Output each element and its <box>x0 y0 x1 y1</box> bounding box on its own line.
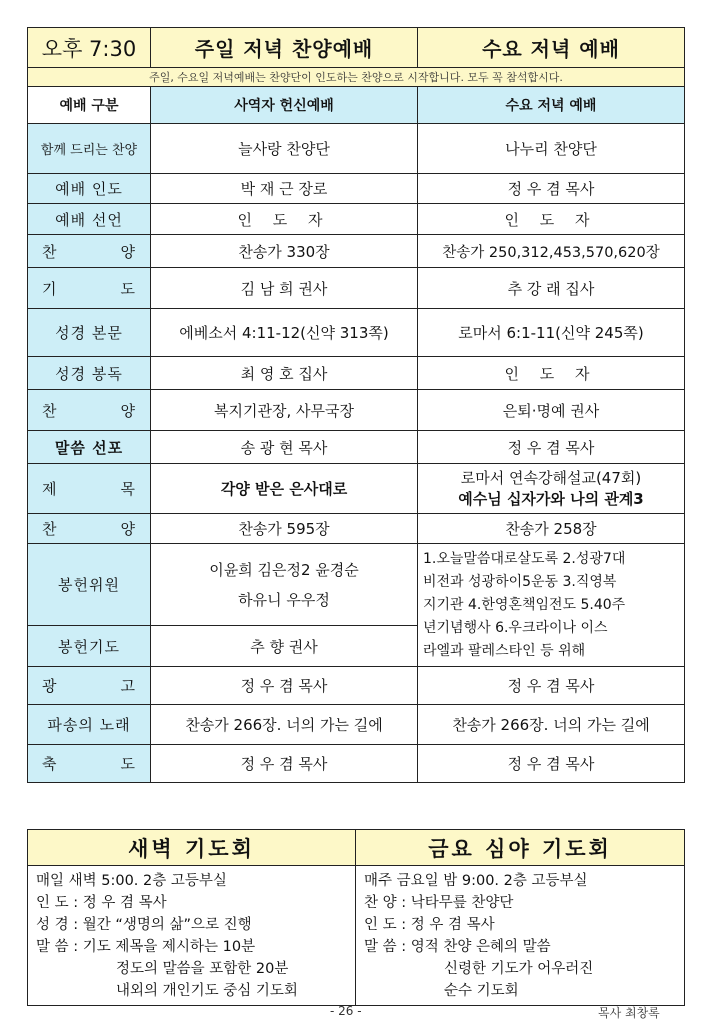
wednesday-cell: 찬송가 250,312,453,570,620장 <box>418 235 685 268</box>
worship-schedule-table <box>27 27 685 783</box>
wednesday-cell: 인 도 자 <box>418 204 685 235</box>
prayer-topic-line: 비전과 성광하이5운동 3.직영복 <box>423 573 617 590</box>
offering-committee-line: 이윤희 김은정2 윤경순 <box>209 560 359 579</box>
sermon-title: 예수님 십자가와 나의 관계3 <box>458 489 644 508</box>
friday-prayer-line: 순수 기도회 <box>444 983 519 999</box>
friday-prayer-line: 찬 양 : 낙타무릎 찬양단 <box>364 895 514 911</box>
wednesday-cell: 추 강 래 집사 <box>418 268 685 309</box>
row-label: 말씀 선포 <box>28 431 151 464</box>
row-label: 함께 드리는 찬양 <box>28 124 151 174</box>
attendance-note: 주일, 수요일 저녁예배는 찬양단이 인도하는 찬양으로 시작합니다. 모두 꼭 참석합시다. <box>28 68 685 87</box>
dawn-prayer-line: 인 도 : 정 우 겸 목사 <box>36 895 167 911</box>
sunday-cell: 복지기관장, 사무국장 <box>151 390 418 431</box>
friday-prayer-line: 매주 금요일 밤 9:00. 2층 고등부실 <box>364 873 588 889</box>
dawn-prayer-line: 내외의 개인기도 중심 기도회 <box>116 983 298 999</box>
wednesday-cell: 나누리 찬양단 <box>418 124 685 174</box>
prayer-topic-line: 지기관 4.한영혼책임전도 5.40주 <box>423 596 626 613</box>
row-label: 성경 본문 <box>28 309 151 357</box>
sunday-cell: 김 남 희 권사 <box>151 268 418 309</box>
row-label: 축 도 <box>28 745 151 783</box>
sunday-cell: 인 도 자 <box>151 204 418 235</box>
wednesday-cell: 인 도 자 <box>418 357 685 390</box>
dawn-prayer-title: 새벽 기도회 <box>28 830 356 866</box>
wednesday-cell: 로마서 6:1-11(신약 245쪽) <box>418 309 685 357</box>
row-label: 찬 양 <box>28 235 151 268</box>
sunday-cell: 박 재 근 장로 <box>151 174 418 204</box>
column-header-category: 예배 구분 <box>28 87 151 124</box>
wednesday-cell: 은퇴·명예 권사 <box>418 390 685 431</box>
row-label: 찬 양 <box>28 514 151 544</box>
offering-committee-cell <box>151 544 418 626</box>
column-header-sunday: 사역자 헌신예배 <box>151 87 418 124</box>
row-label: 성경 봉독 <box>28 357 151 390</box>
sermon-title: 각양 받은 은사대로 <box>151 464 418 514</box>
sunday-cell: 추 향 권사 <box>151 626 418 667</box>
friday-prayer-line: 신령한 기도가 어우러진 <box>444 961 594 977</box>
dawn-prayer-line: 매일 새벽 5:00. 2층 고등부실 <box>36 873 227 889</box>
wednesday-service-title: 수요 저녁 예배 <box>418 28 685 68</box>
sunday-cell: 송 광 현 목사 <box>151 431 418 464</box>
row-label: 파송의 노래 <box>28 705 151 745</box>
sunday-cell: 찬송가 266장. 너의 가는 길에 <box>151 705 418 745</box>
friday-prayer-title: 금요 심야 기도회 <box>356 830 685 866</box>
sunday-service-title: 주일 저녁 찬양예배 <box>151 28 418 68</box>
row-label: 광 고 <box>28 667 151 705</box>
row-label: 봉헌위원 <box>28 544 151 626</box>
sunday-cell: 찬송가 330장 <box>151 235 418 268</box>
row-label: 예배 선언 <box>28 204 151 235</box>
dawn-prayer-line: 말 씀 : 기도 제목을 제시하는 10분 <box>36 939 256 955</box>
wednesday-cell: 정 우 겸 목사 <box>418 745 685 783</box>
prayer-topics-cell <box>418 544 685 667</box>
row-label: 찬 양 <box>28 390 151 431</box>
friday-prayer-line: 인 도 : 정 우 겸 목사 <box>364 917 495 933</box>
dawn-prayer-details <box>28 866 356 1006</box>
sermon-series: 로마서 연속강해설교(47회) <box>460 468 642 487</box>
row-label: 봉헌기도 <box>28 626 151 667</box>
sunday-cell: 최 영 호 집사 <box>151 357 418 390</box>
friday-prayer-line: 말 씀 : 영적 찬양 은혜의 말씀 <box>364 939 551 955</box>
service-time: 오후 7:30 <box>28 28 151 68</box>
row-label: 기 도 <box>28 268 151 309</box>
wednesday-cell: 정 우 겸 목사 <box>418 431 685 464</box>
sunday-cell: 에베소서 4:11-12(신약 313쪽) <box>151 309 418 357</box>
row-label: 예배 인도 <box>28 174 151 204</box>
sunday-cell: 정 우 겸 목사 <box>151 667 418 705</box>
dawn-prayer-line: 정도의 말씀을 포함한 20분 <box>116 961 289 977</box>
wednesday-cell: 정 우 겸 목사 <box>418 667 685 705</box>
offering-committee-line: 하유니 우우정 <box>238 590 330 609</box>
wednesday-cell: 찬송가 266장. 너의 가는 길에 <box>418 705 685 745</box>
sunday-cell: 정 우 겸 목사 <box>151 745 418 783</box>
wednesday-cell: 정 우 겸 목사 <box>418 174 685 204</box>
row-label: 제 목 <box>28 464 151 514</box>
author-name: 목사 최창록 <box>598 1006 660 1020</box>
friday-prayer-details <box>356 866 685 1006</box>
dawn-prayer-line: 성 경 : 월간 “생명의 삶”으로 진행 <box>36 917 252 933</box>
prayer-topic-line: 1.오늘말씀대로살도록 2.성광7대 <box>423 550 626 567</box>
page-number: - 26 - <box>330 1004 362 1018</box>
sunday-cell: 찬송가 595장 <box>151 514 418 544</box>
wednesday-cell: 찬송가 258장 <box>418 514 685 544</box>
sunday-cell: 늘사랑 찬양단 <box>151 124 418 174</box>
prayer-meetings-table <box>27 829 685 1006</box>
prayer-topic-line: 라엘과 팔레스타인 등 위해 <box>423 642 586 659</box>
wednesday-sermon-cell <box>418 464 685 514</box>
column-header-wednesday: 수요 저녁 예배 <box>418 87 685 124</box>
prayer-topic-line: 년기념행사 6.우크라이나 이스 <box>423 619 608 636</box>
